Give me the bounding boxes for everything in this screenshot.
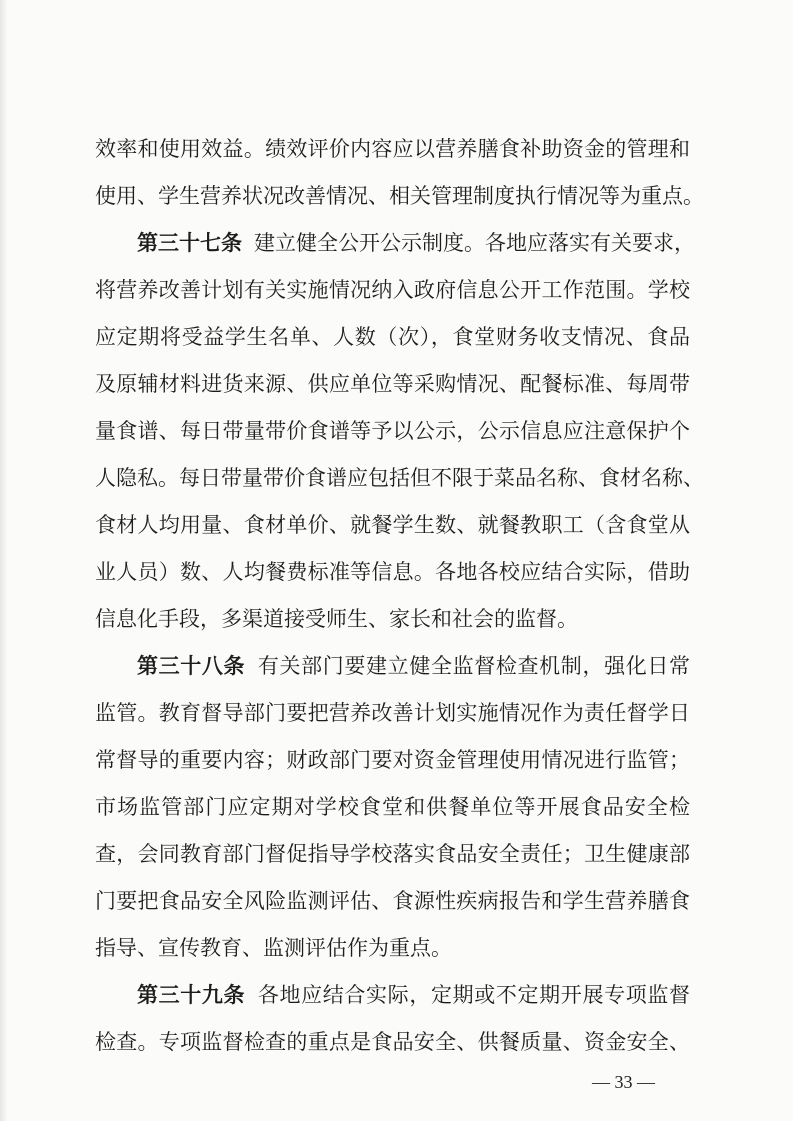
paragraph-line: 信息化手段，多渠道接受师生、家长和社会的监督。	[95, 607, 578, 631]
paragraph-line: 市场监管部门应定期对学校食堂和供餐单位等开展食品安全检	[95, 795, 690, 819]
paragraph-line: 量食谱、每日带量带价食谱等予以公示，公示信息应注意保护个	[95, 419, 690, 443]
paragraph-line: 门要把食品安全风险监测评估、食源性疾病报告和学生营养膳食	[95, 889, 690, 913]
paragraph-line: 常督导的重要内容；财政部门要对资金管理使用情况进行监管；	[95, 748, 690, 772]
paragraph-line: 监管。教育督导部门要把营养改善计划实施情况作为责任督学日	[95, 701, 690, 725]
article-text: 有关部门要建立健全监督检查机制，强化日常	[257, 654, 691, 678]
page-number: — 33 —	[592, 1072, 655, 1092]
paragraph-line: 食材人均用量、食材单价、就餐学生数、就餐教职工（含食堂从	[95, 513, 690, 537]
article-text: 建立健全公开公示制度。各地应落实有关要求，	[254, 231, 695, 255]
paragraph-line: 将营养改善计划有关实施情况纳入政府信息公开工作范围。学校	[95, 278, 690, 302]
scan-edge-shadow	[0, 0, 8, 1121]
article-number: 第三十七条	[137, 231, 242, 255]
paragraph-line: 查，会同教育部门督促指导学校落实食品安全责任；卫生健康部	[95, 842, 690, 866]
article-text: 各地应结合实际，定期或不定期开展专项监督	[257, 983, 691, 1007]
article-number: 第三十八条	[137, 654, 246, 678]
article-number: 第三十九条	[137, 983, 246, 1007]
paragraph-line: 指导、宣传教育、监测评估作为重点。	[95, 936, 452, 960]
paragraph-line: 效率和使用效益。绩效评价内容应以营养膳食补助资金的管理和	[95, 137, 690, 161]
paragraph-line: 人隐私。每日带量带价食谱应包括但不限于菜品名称、食材名称、	[95, 466, 704, 490]
paragraph-line: 业人员）数、人均餐费标准等信息。各地各校应结合实际，借助	[95, 560, 690, 584]
paragraph-line: 应定期将受益学生名单、人数（次），食堂财务收支情况、食品	[95, 325, 690, 349]
paragraph-line: 检查。专项监督检查的重点是食品安全、供餐质量、资金安全、	[95, 1030, 690, 1054]
paragraph-line: 使用、学生营养状况改善情况、相关管理制度执行情况等为重点。	[95, 184, 704, 208]
article-38-line	[137, 651, 690, 681]
paragraph-line: 及原辅材料进货来源、供应单位等采购情况、配餐标准、每周带	[95, 372, 690, 396]
article-37-line	[137, 228, 695, 258]
article-39-line	[137, 980, 690, 1010]
